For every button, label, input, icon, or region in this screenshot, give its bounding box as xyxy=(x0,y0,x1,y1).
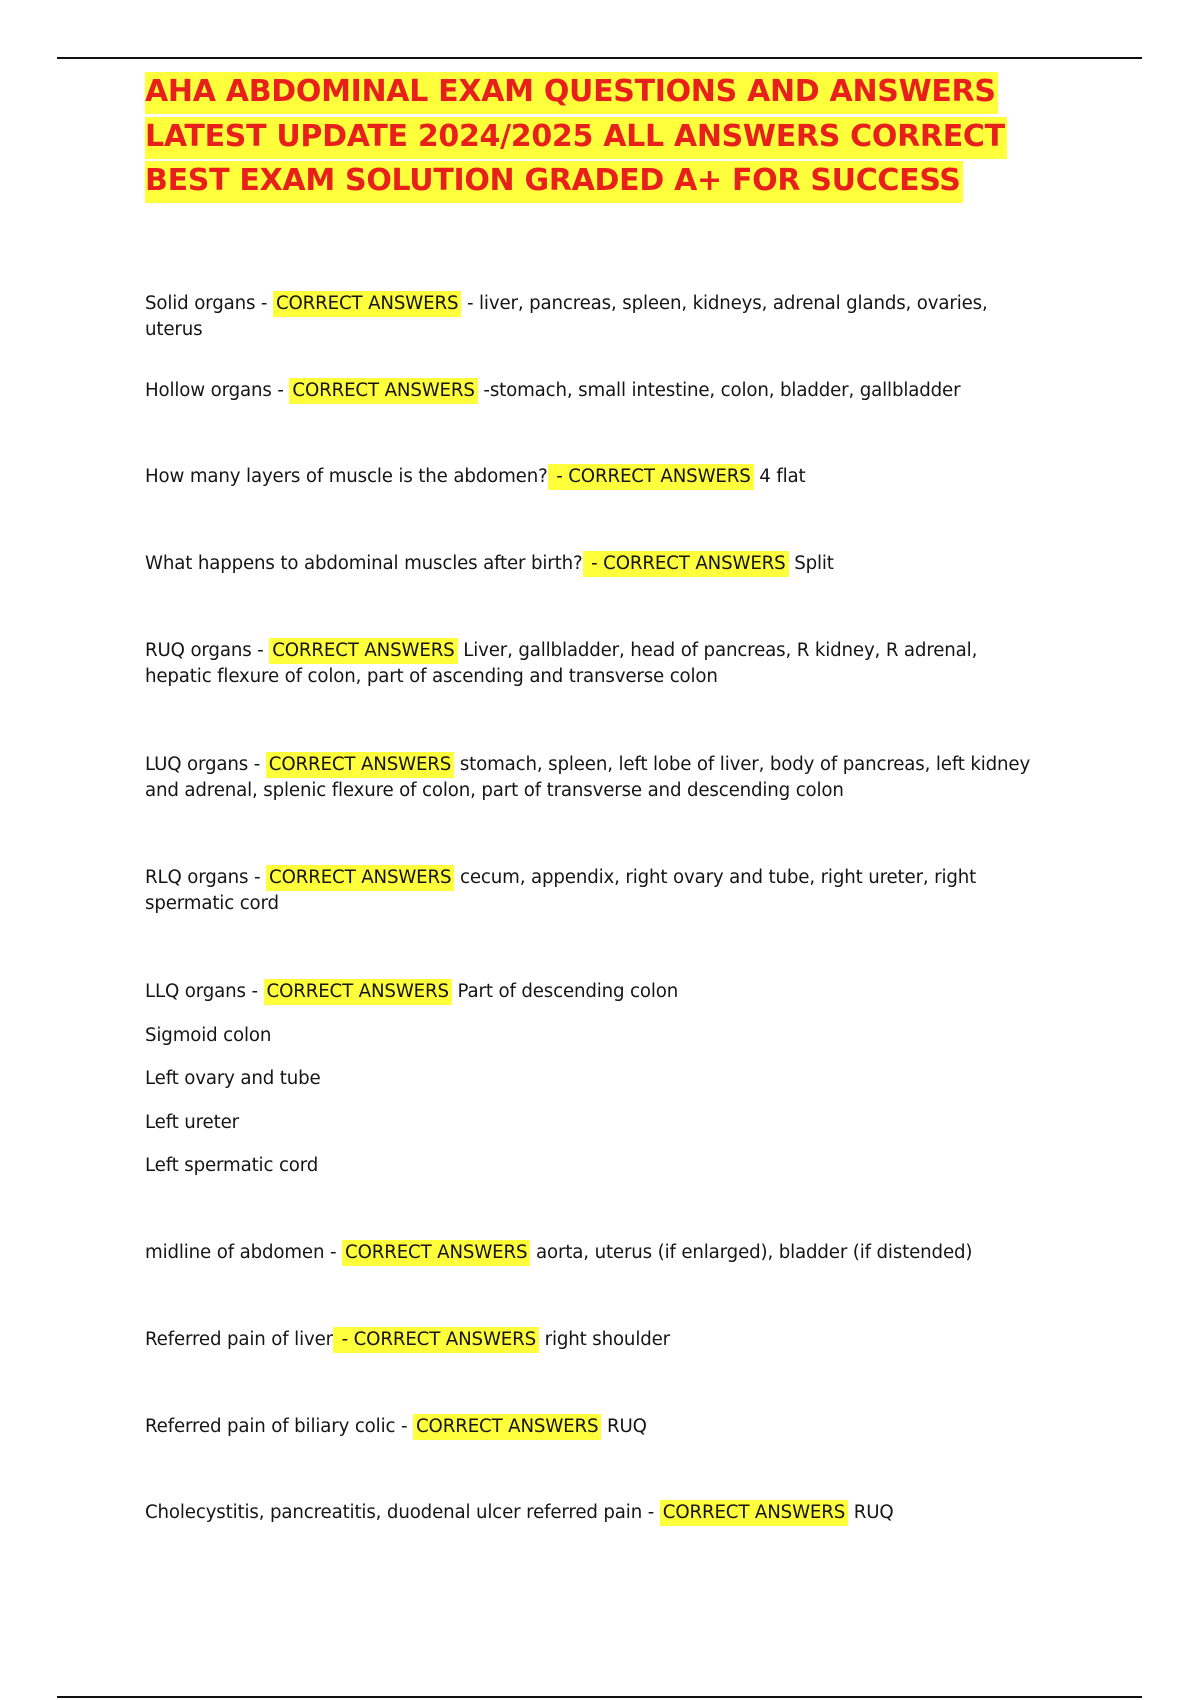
answer-continuation-line: Sigmoid colon xyxy=(145,1025,272,1046)
question-text: Solid organs - xyxy=(145,293,273,314)
question-text: How many layers of muscle is the abdomen? xyxy=(145,466,548,487)
question-text: LLQ organs - xyxy=(145,981,264,1002)
bottom-rule xyxy=(57,1696,1142,1698)
answer-continuation-line: Left spermatic cord xyxy=(145,1155,319,1176)
qa-entry xyxy=(145,1500,1045,1526)
qa-entry xyxy=(145,464,1045,490)
answer-text: aorta, uterus (if enlarged), bladder (if distended) xyxy=(536,1242,973,1263)
answer-continuation-line: Left ovary and tube xyxy=(145,1068,321,1089)
question-text: RUQ organs - xyxy=(145,640,270,661)
correct-answers-marker: CORRECT ANSWERS xyxy=(413,1414,601,1440)
qa-entry xyxy=(145,378,1045,404)
answer-text: RUQ xyxy=(853,1502,894,1523)
answer-text: -stomach, small intestine, colon, bladder, gallbladder xyxy=(483,380,961,401)
question-text: Referred pain of liver xyxy=(145,1329,333,1350)
qa-entry xyxy=(145,1414,1045,1440)
question-text: midline of abdomen - xyxy=(145,1242,343,1263)
qa-entry xyxy=(145,1327,1045,1353)
page-title-text: AHA ABDOMINAL EXAM QUESTIONS AND ANSWERS LATEST UPDATE 2024/2025 ALL ANSWERS CORRECT BEST EXAM SOLUTION GRADED A+ FOR SUCCESS xyxy=(145,72,1007,203)
question-text: LUQ organs - xyxy=(145,754,266,775)
answer-text: Liver, gallbladder, head of pancreas, R kidney, R adrenal, hepatic flexure of colon, part of ascending and transverse colon xyxy=(145,640,978,687)
answer-text: Split xyxy=(794,553,834,574)
correct-answers-marker: CORRECT ANSWERS xyxy=(289,378,477,404)
answer-text: right shoulder xyxy=(544,1329,670,1350)
question-text: Cholecystitis, pancreatitis, duodenal ulcer referred pain - xyxy=(145,1502,660,1523)
answer-text: cecum, appendix, right ovary and tube, right ureter, right spermatic cord xyxy=(145,867,977,914)
page-title xyxy=(145,70,1065,204)
top-rule xyxy=(57,57,1142,59)
correct-answers-marker: CORRECT ANSWERS xyxy=(269,638,457,664)
answer-text: Part of descending colon xyxy=(457,981,679,1002)
answer-continuation-line: Left ureter xyxy=(145,1112,239,1133)
correct-answers-marker: - CORRECT ANSWERS xyxy=(333,1327,539,1353)
answer-text: 4 flat xyxy=(759,466,806,487)
qa-entry xyxy=(145,752,1045,804)
qa-entry xyxy=(145,979,1045,1005)
correct-answers-marker: CORRECT ANSWERS xyxy=(264,979,452,1005)
qa-entry xyxy=(145,551,1045,577)
answer-text: stomach, spleen, left lobe of liver, body of pancreas, left kidney and adrenal, splenic flexure of colon, part of transverse and descending colon xyxy=(145,754,1031,801)
qa-entry xyxy=(145,865,1045,917)
qa-entry xyxy=(145,1240,1045,1266)
answer-text: - liver, pancreas, spleen, kidneys, adrenal glands, ovaries, uterus xyxy=(145,293,988,340)
answer-text: RUQ xyxy=(607,1416,647,1437)
question-text: Referred pain of biliary colic - xyxy=(145,1416,413,1437)
question-text: Hollow organs - xyxy=(145,380,290,401)
correct-answers-marker: CORRECT ANSWERS xyxy=(266,752,454,778)
correct-answers-marker: CORRECT ANSWERS xyxy=(266,865,454,891)
qa-entry xyxy=(145,291,1045,343)
question-text: RLQ organs - xyxy=(145,867,267,888)
question-text: What happens to abdominal muscles after birth? xyxy=(145,553,583,574)
correct-answers-marker: - CORRECT ANSWERS xyxy=(548,464,754,490)
qa-entry xyxy=(145,638,1045,690)
correct-answers-marker: CORRECT ANSWERS xyxy=(342,1240,530,1266)
correct-answers-marker: CORRECT ANSWERS xyxy=(273,291,461,317)
correct-answers-marker: CORRECT ANSWERS xyxy=(660,1500,848,1526)
correct-answers-marker: - CORRECT ANSWERS xyxy=(583,551,789,577)
